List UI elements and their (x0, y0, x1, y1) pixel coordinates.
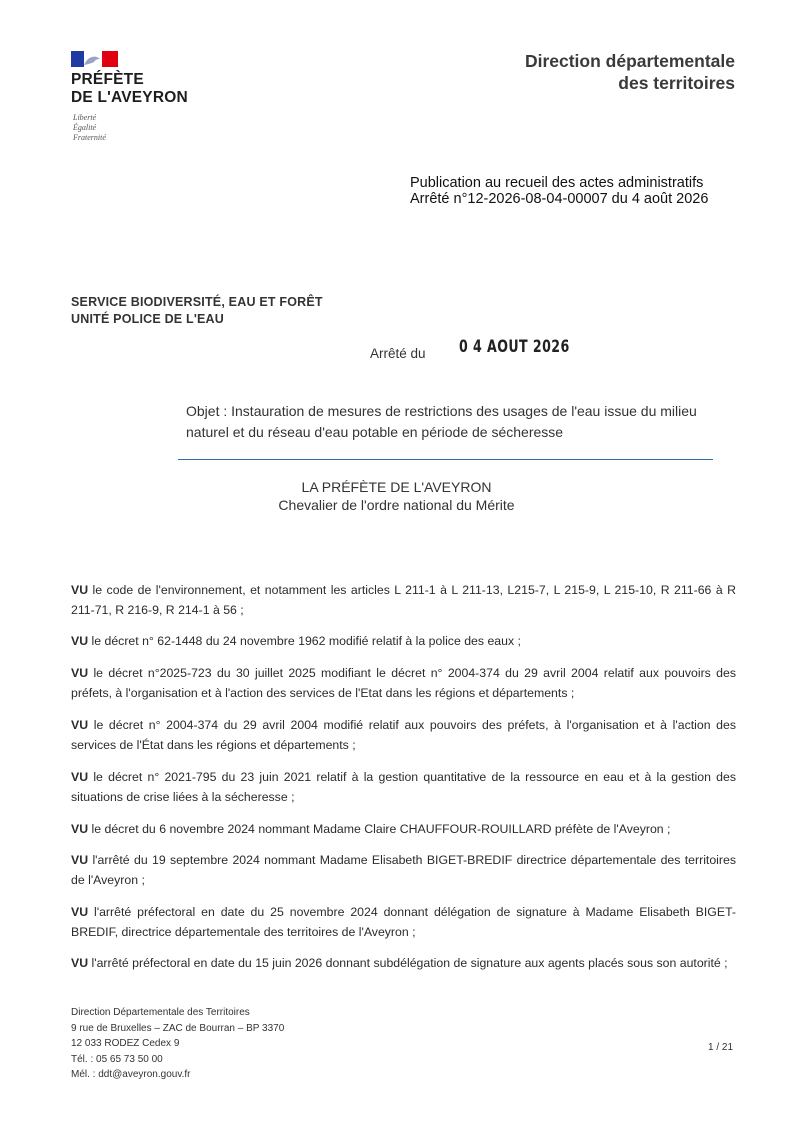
marianne-flag-logo (71, 51, 118, 67)
vu-keyword: VU (71, 666, 89, 680)
vu-keyword: VU (71, 770, 89, 784)
consideration-text: le décret du 6 novembre 2024 nommant Madame Claire CHAUFFOUR-ROUILLARD préfète de l'Aveyron ; (91, 822, 671, 836)
objet-divider (178, 459, 713, 460)
consideration-text: le décret n° 2004-374 du 29 avril 2004 modifié relatif aux pouvoirs des préfets, à l'organisation et à l'action des services de l'État dans les régions et départements ; (71, 718, 736, 752)
publication-notice (410, 175, 708, 207)
service-name: SERVICE BIODIVERSITÉ, EAU ET FORÊT (71, 295, 323, 309)
consideration-text: l'arrêté préfectoral en date du 15 juin 2026 donnant subdélégation de signature aux agents placés sous son autorité ; (91, 956, 728, 970)
consideration-text: l'arrêté du 19 septembre 2024 nommant Madame Elisabeth BIGET-BREDIF directrice départementale des territoires de l'Aveyron ; (71, 853, 737, 887)
consideration-item (71, 902, 736, 942)
consideration-item (71, 715, 736, 755)
marianne-profile-icon (82, 54, 102, 66)
date-stamp: 0 4 AOUT 2026 (459, 337, 570, 356)
prefecture-name-line2: DE L'AVEYRON (71, 89, 188, 106)
footer-email: Mél. : ddt@aveyron.gouv.fr (71, 1069, 191, 1081)
arrete-label: Arrêté du (370, 346, 426, 361)
consideration-text: l'arrêté préfectoral en date du 25 novembre 2024 donnant délégation de signature à Madame Elisabeth BIGET-BREDIF, directrice départementale des territoires de l'Aveyron ; (71, 905, 736, 939)
motto-egalite: Égalité (73, 123, 97, 132)
vu-keyword: VU (71, 634, 89, 648)
consideration-item (71, 663, 736, 703)
prefecture-name-line1: PRÉFÈTE (71, 71, 144, 88)
vu-keyword: VU (71, 956, 89, 970)
footer-line1: Direction Départementale des Territoires (71, 1007, 250, 1018)
consideration-text: le code de l'environnement, et notamment les articles L 211-1 à L 211-13, L215-7, L 215-9, L 215-10, R 211-66 à R 211-71, R 216-9, R 214-1 à 56 ; (71, 583, 736, 617)
footer-line2: 9 rue de Bruxelles – ZAC de Bourran – BP 3370 (71, 1022, 285, 1034)
unit-name: UNITÉ POLICE DE L'EAU (71, 312, 225, 326)
motto-liberte: Liberté (73, 113, 97, 122)
consideration-item (71, 850, 736, 890)
vu-keyword: VU (71, 583, 89, 597)
authority-subtitle: Chevalier de l'ordre national du Mérite (278, 497, 515, 513)
consideration-item (71, 631, 736, 651)
footer-phone: Tél. : 05 65 73 50 00 (71, 1053, 163, 1065)
consideration-item (71, 767, 736, 807)
objet-block (186, 401, 736, 443)
authority-title: LA PRÉFÈTE DE L'AVEYRON (301, 479, 492, 495)
motto-fraternite: Fraternité (73, 133, 106, 142)
consideration-item (71, 819, 736, 839)
consideration-text: le décret n°2025-723 du 30 juillet 2025 modifiant le décret n° 2004-374 du 29 avril 2004 relatif aux pouvoirs des préfets, à l'organisation et à l'action des services de l'Etat dans les régions et départements ; (71, 666, 736, 700)
publication-line1: Publication au recueil des actes administratifs (410, 175, 704, 191)
consideration-item (71, 953, 736, 973)
vu-keyword: VU (71, 822, 89, 836)
vu-keyword: VU (71, 905, 89, 919)
ddt-header (525, 50, 735, 94)
footer-line3: 12 033 RODEZ Cedex 9 (71, 1038, 180, 1050)
vu-keyword: VU (71, 853, 89, 867)
consideration-text: le décret n° 2021-795 du 23 juin 2021 relatif à la gestion quantitative de la ressource en eau et à la gestion des situations de crise liées à la sécheresse ; (71, 770, 736, 804)
consideration-text: le décret n° 62-1448 du 24 novembre 1962 modifié relatif à la police des eaux ; (91, 634, 521, 648)
objet-line1: Objet : Instauration de mesures de restrictions des usages de l'eau issue du milieu (186, 403, 697, 419)
publication-line2: Arrêté n°12-2026-08-04-00007 du 4 août 2026 (410, 191, 709, 207)
page-number: 1 / 21 (708, 1042, 734, 1053)
vu-keyword: VU (71, 718, 89, 732)
consideration-item (71, 580, 736, 620)
objet-line2: naturel et du réseau d'eau potable en période de sécheresse (186, 424, 564, 440)
ddt-header-line1: Direction départementale (524, 51, 735, 71)
ddt-header-line2: des territoires (618, 73, 735, 93)
footer-address (71, 1005, 284, 1083)
